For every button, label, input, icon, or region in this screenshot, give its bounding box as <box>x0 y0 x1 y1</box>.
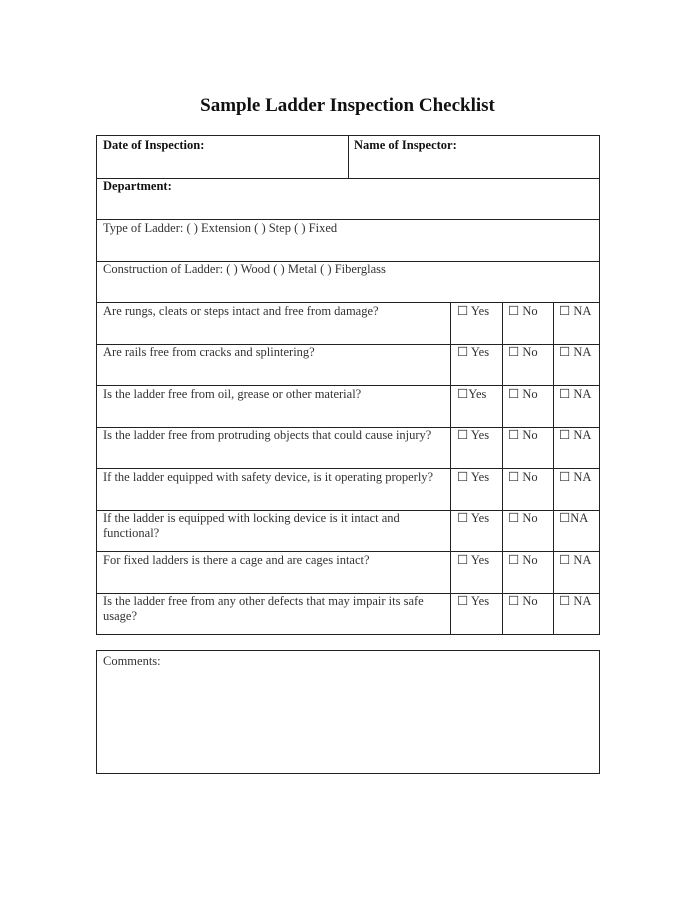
na-checkbox[interactable]: ☐NA <box>559 511 589 525</box>
yes-checkbox[interactable]: ☐ Yes <box>457 553 490 567</box>
question-text: Are rungs, cleats or steps intact and free from damage? <box>103 304 379 318</box>
question-text: For fixed ladders is there a cage and are cages intact? <box>103 553 370 567</box>
na-checkbox[interactable]: ☐ NA <box>559 304 592 318</box>
row-divider <box>97 385 599 386</box>
no-checkbox[interactable]: ☐ No <box>508 387 538 401</box>
column-divider <box>553 302 554 634</box>
question-text: Is the ladder free from protruding objects that could cause injury? <box>103 428 432 442</box>
na-checkbox[interactable]: ☐ NA <box>559 470 592 484</box>
question-text: Is the ladder free from oil, grease or other material? <box>103 387 362 401</box>
no-checkbox[interactable]: ☐ No <box>508 470 538 484</box>
na-checkbox[interactable]: ☐ NA <box>559 553 592 567</box>
column-divider <box>348 136 349 178</box>
page-title: Sample Ladder Inspection Checklist <box>200 95 495 116</box>
yes-checkbox[interactable]: ☐ Yes <box>457 304 490 318</box>
name-of-inspector-label: Name of Inspector: <box>354 138 457 152</box>
yes-checkbox[interactable]: ☐ Yes <box>457 470 490 484</box>
question-text: If the ladder equipped with safety device, is it operating properly? <box>103 470 434 484</box>
row-divider <box>97 551 599 552</box>
question-text: If the ladder is equipped with locking device is it intact and functional? <box>103 511 400 540</box>
question-text: Are rails free from cracks and splintering? <box>103 345 315 359</box>
yes-checkbox[interactable]: ☐ Yes <box>457 428 490 442</box>
comments-label: Comments: <box>103 654 161 668</box>
department-label: Department: <box>103 179 172 193</box>
na-checkbox[interactable]: ☐ NA <box>559 594 592 608</box>
comments-box[interactable] <box>96 650 600 774</box>
no-checkbox[interactable]: ☐ No <box>508 553 538 567</box>
row-divider <box>97 468 599 469</box>
question-text: Is the ladder free from any other defects that may impair its safe usage? <box>103 594 424 623</box>
no-checkbox[interactable]: ☐ No <box>508 594 538 608</box>
ladder-type-field: Type of Ladder: ( ) Extension ( ) Step ( ) Fixed <box>103 221 338 235</box>
no-checkbox[interactable]: ☐ No <box>508 428 538 442</box>
date-of-inspection-label: Date of Inspection: <box>103 138 205 152</box>
column-divider <box>502 302 503 634</box>
no-checkbox[interactable]: ☐ No <box>508 511 538 525</box>
construction-field: Construction of Ladder: ( ) Wood ( ) Metal ( ) Fiberglass <box>103 262 386 276</box>
yes-checkbox[interactable]: ☐ Yes <box>457 511 490 525</box>
column-divider <box>450 302 451 634</box>
yes-checkbox[interactable]: ☐Yes <box>457 387 487 401</box>
na-checkbox[interactable]: ☐ NA <box>559 345 592 359</box>
row-divider <box>97 219 599 220</box>
row-divider <box>97 302 599 303</box>
na-checkbox[interactable]: ☐ NA <box>559 428 592 442</box>
inspection-table <box>96 135 600 635</box>
no-checkbox[interactable]: ☐ No <box>508 345 538 359</box>
yes-checkbox[interactable]: ☐ Yes <box>457 345 490 359</box>
na-checkbox[interactable]: ☐ NA <box>559 387 592 401</box>
yes-checkbox[interactable]: ☐ Yes <box>457 594 490 608</box>
no-checkbox[interactable]: ☐ No <box>508 304 538 318</box>
